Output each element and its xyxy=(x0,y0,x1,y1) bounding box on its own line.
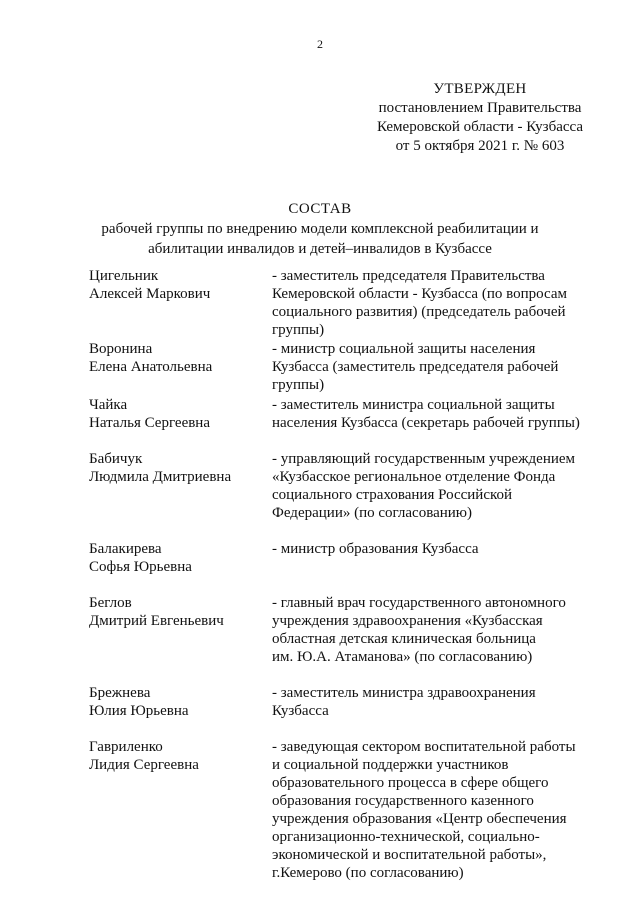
member-role: - заместитель министра здравоохранения Кузбасса xyxy=(272,685,536,719)
member-role: - министр образования Кузбасса xyxy=(272,541,479,557)
member-name xyxy=(89,540,272,576)
members-list xyxy=(89,267,609,882)
member-surname: Беглов xyxy=(89,595,132,611)
member-surname: Воронина xyxy=(89,341,153,357)
title-line: абилитации инвалидов и детей–инвалидов в Кузбассе xyxy=(148,241,492,257)
member-surname: Балакирева xyxy=(89,541,162,557)
member-given-name: Юлия Юрьевна xyxy=(89,703,189,719)
member-entry xyxy=(89,594,609,666)
member-name xyxy=(89,396,272,432)
approval-line: от 5 октября 2021 г. № 603 xyxy=(395,138,565,154)
member-entry xyxy=(89,450,609,522)
member-given-name: Софья Юрьевна xyxy=(89,559,192,575)
member-role: - главный врач государственного автономного учреждения здравоохранения «Кузбасская областная детская клиническая больница им. Ю.А. Атаманова» (по согласованию) xyxy=(272,595,566,665)
member-name xyxy=(89,450,272,522)
member-role: - заведующая сектором воспитательной работы и социальной поддержки участников образовательного процесса в сфере общего образования государственного казенного учреждения образования «Центр обеспечения организационно-технической, социально- экономической и воспитательной работы», г.Кемерово (по согласованию) xyxy=(272,739,576,881)
member-role: - заместитель председателя Правительства Кемеровской области - Кузбасса (по вопросам социального развития) (председатель рабочей группы) xyxy=(272,268,567,338)
approval-line: Кемеровской области - Кузбасса xyxy=(376,119,584,135)
member-surname: Гавриленко xyxy=(89,739,163,755)
member-entry xyxy=(89,738,609,882)
member-surname: Чайка xyxy=(89,397,128,413)
member-given-name: Алексей Маркович xyxy=(89,286,211,302)
member-name xyxy=(89,738,272,882)
member-given-name: Наталья Сергеевна xyxy=(89,415,210,431)
composition-title xyxy=(0,199,640,259)
approval-line: постановлением Правительства xyxy=(378,100,582,116)
title-line: рабочей группы по внедрению модели комплексной реабилитации и xyxy=(101,221,539,237)
approval-heading: УТВЕРЖДЕН xyxy=(433,81,527,97)
member-entry xyxy=(89,340,609,394)
member-role: - заместитель министра социальной защиты населения Кузбасса (секретарь рабочей группы) xyxy=(272,397,580,431)
member-role: - управляющий государственным учреждением «Кузбасское региональное отделение Фонда социального страхования Российской Федерации» (по согласованию) xyxy=(272,451,576,521)
member-surname: Цигельник xyxy=(89,268,159,284)
member-entry xyxy=(89,267,609,339)
member-given-name: Елена Анатольевна xyxy=(89,359,213,375)
member-surname: Брежнева xyxy=(89,685,151,701)
member-entry xyxy=(89,540,609,576)
member-entry xyxy=(89,396,609,432)
member-given-name: Лидия Сергеевна xyxy=(89,757,199,773)
member-name xyxy=(89,340,272,394)
member-given-name: Дмитрий Евгеньевич xyxy=(89,613,224,629)
member-entry xyxy=(89,684,609,720)
page-number: 2 xyxy=(317,37,323,51)
member-role: - министр социальной защиты населения Кузбасса (заместитель председателя рабочей группы) xyxy=(272,341,559,393)
title-main: СОСТАВ xyxy=(288,201,352,217)
member-name xyxy=(89,594,272,666)
member-given-name: Людмила Дмитриевна xyxy=(89,469,232,485)
member-surname: Бабичук xyxy=(89,451,143,467)
approval-block xyxy=(370,80,590,156)
member-name xyxy=(89,684,272,720)
member-name xyxy=(89,267,272,339)
